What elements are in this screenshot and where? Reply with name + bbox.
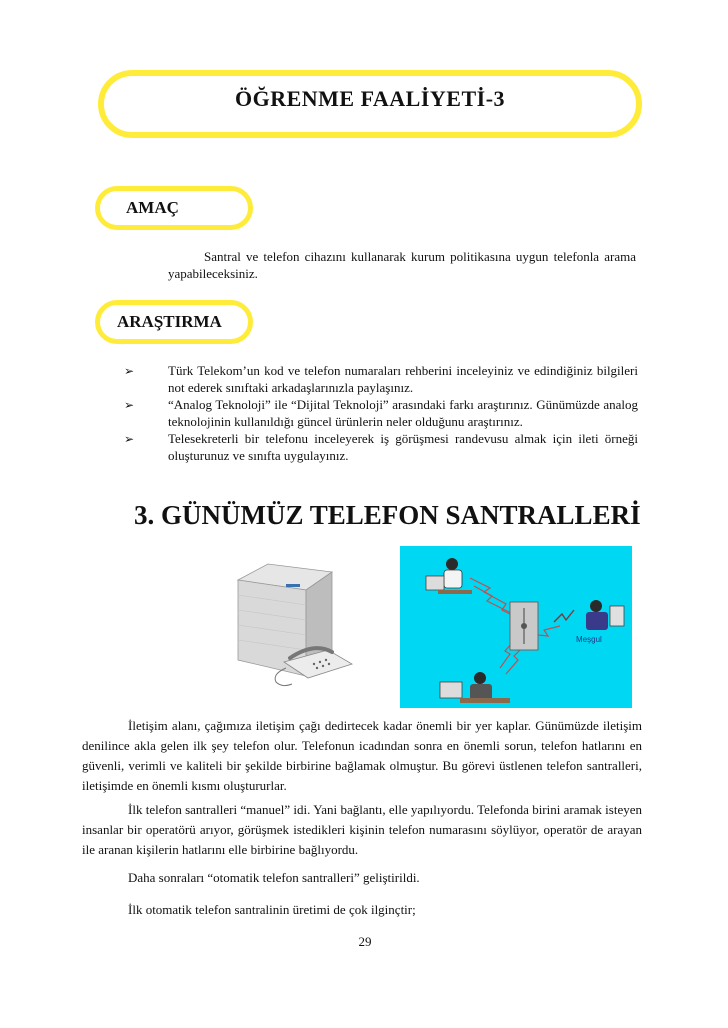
list-item-text: “Analog Teknoloji” ile “Dijital Teknoloji” arasındaki farkı araştırınız. Günümüzde analog teknolojinin kullanıldığı güncel ürünlerin neler olduğunu araştırınız. [168,397,638,429]
arrow-bullet-icon: ➢ [124,432,135,446]
paragraph-4: İlk otomatik telefon santralinin üretimi de çok ilginçtir; [128,902,416,917]
list-item [118,430,638,464]
list-item-text: Türk Telekom’un kod ve telefon numaraları rehberini inceleyiniz ve edindiğiniz bilgileri not ederek sınıftaki arkadaşlarınızla paylaşınız. [168,363,638,395]
busy-label: Meşgul [576,635,602,644]
paragraph-1: İletişim alanı, çağımıza iletişim çağı dedirtecek kadar önemli bir yer kaplar. Günümüzde iletişim denilince akla gelen ilk şey telefon olur. Telefonun icadından sonra en önemli sorun, telefon hatlarını en güvenli, verimli ve kaliteli bir şekilde birbirine bağlamak olmuştur. Bu görevi üstlenen telefon santralleri, iletişimde en önemli kısmı oluştururlar. [82,718,642,793]
page-title: ÖĞRENME FAALİYETİ-3 [234,86,506,111]
list-item [118,362,638,396]
section-title: 3. GÜNÜMÜZ TELEFON SANTRALLERİ [134,500,641,530]
arrow-bullet-icon: ➢ [124,364,135,378]
paragraph-2: İlk telefon santralleri “manuel” idi. Yani bağlantı, elle yapılıyordu. Telefonda birini aramak isteyen insanlar bir operatörü arıyor, görüşmek istedikleri kişinin telefon numarasını söylüyor, operatör de arayan ile aranan kişilerin hatlarını elle birbirine bağlıyordu. [82,802,642,857]
list-item-text: Telesekreterli bir telefonu inceleyerek iş görüşmesi randevusu almak için ileti örneği oluşturunuz ve sınıfta uygulayınız. [168,431,638,463]
page-number: 29 [358,934,372,949]
pbx-switchboard-image [228,550,358,690]
arastirma-list [118,362,638,464]
arastirma-heading: ARAŞTIRMA [117,312,222,331]
paragraph-3: Daha sonraları “otomatik telefon santralleri” geliştirildi. [128,870,420,885]
amac-text: Santral ve telefon cihazını kullanarak kurum politikasına uygun telefonla arama yapabileceksiniz. [168,249,636,281]
call-diagram-image [400,546,632,708]
amac-heading: AMAÇ [126,198,179,217]
list-item [118,396,638,430]
arrow-bullet-icon: ➢ [124,398,135,412]
